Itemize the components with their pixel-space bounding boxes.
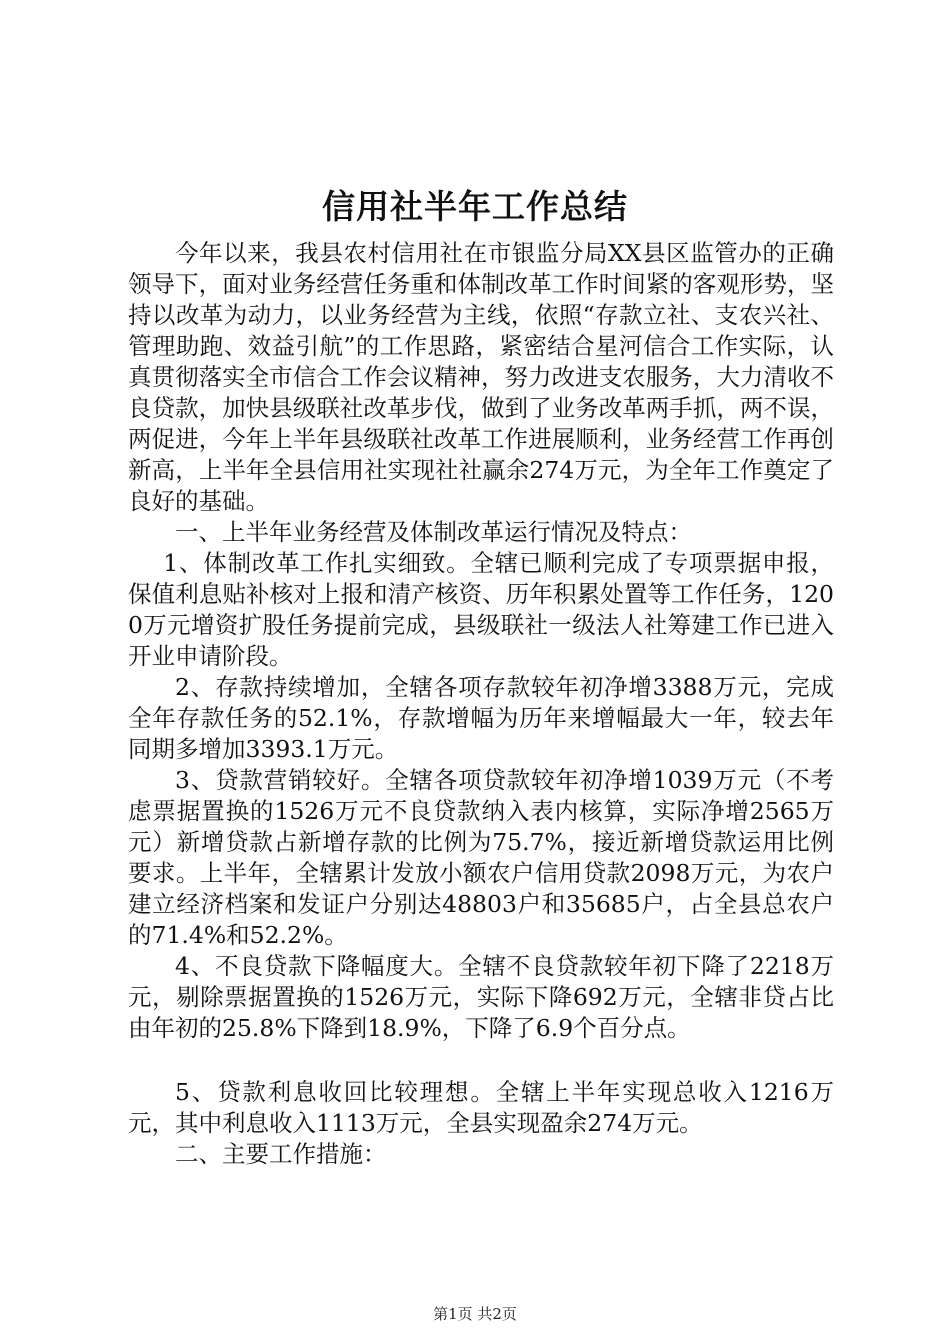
document-title: 信用社半年工作总结 bbox=[322, 187, 628, 226]
section-heading-2: 二、主要工作措施： bbox=[175, 1140, 387, 1168]
paragraph-item-3: 3、贷款营销较好。全辖各项贷款较年初净增1039万元（不考虑票据置换的1526万元不良贷款纳入表内核算，实际净增2565万元）新增贷款占新增存款的比例为75.7%，接近新增贷款运用比例要求。上半年，全辖累计发放小额农户信用贷款2098万元，为农户建立经济档案和发证户分别达48803户和35685户，占全县总农户的71.4%和52.2%。 bbox=[128, 766, 834, 949]
paragraph-item-1: 1、体制改革工作扎实细致。全辖已顺利完成了专项票据申报，保值利息贴补核对上报和清产核资、历年积累处置等工作任务，1200万元增资扩股任务提前完成，县级联社一级法人社筹建工作已进入开业申请阶段。 bbox=[128, 549, 834, 670]
document-body bbox=[128, 238, 834, 1170]
paragraph-intro: 今年以来，我县农村信用社在市银监分局XX县区监管办的正确领导下，面对业务经营任务重和体制改革工作时间紧的客观形势，坚持以改革为动力，以业务经营为主线，依照“存款立社、支农兴社、管理助跑、效益引航”的工作思路，紧密结合星河信合工作实际，认真贯彻落实全市信合工作会议精神，努力改进支农服务，大力清收不良贷款，加快县级联社改革步伐，做到了业务改革两手抓，两不误，两促进，今年上半年县级联社改革工作进展顺利，业务经营工作再创新高，上半年全县信用社实现社社赢余274万元，为全年工作奠定了良好的基础。 bbox=[128, 239, 834, 515]
paragraph-item-5: 5、贷款利息收回比较理想。全辖上半年实现总收入1216万元，其中利息收入1113万元，全县实现盈余274万元。 bbox=[128, 1078, 834, 1137]
paragraph-item-4: 4、不良贷款下降幅度大。全辖不良贷款较年初下降了2218万元，剔除票据置换的1526万元，实际下降692万元，全辖非贷占比由年初的25.8%下降到18.9%，下降了6.9个百分点。 bbox=[128, 952, 834, 1042]
section-heading-1: 一、上半年业务经营及体制改革运行情况及特点： bbox=[175, 518, 692, 546]
paragraph-item-2: 2、存款持续增加，全辖各项存款较年初净增3388万元，完成全年存款任务的52.1%，存款增幅为历年来增幅最大一年，较去年同期多增加3393.1万元。 bbox=[128, 673, 834, 763]
page-footer: 第1页 共2页 bbox=[433, 1305, 517, 1323]
